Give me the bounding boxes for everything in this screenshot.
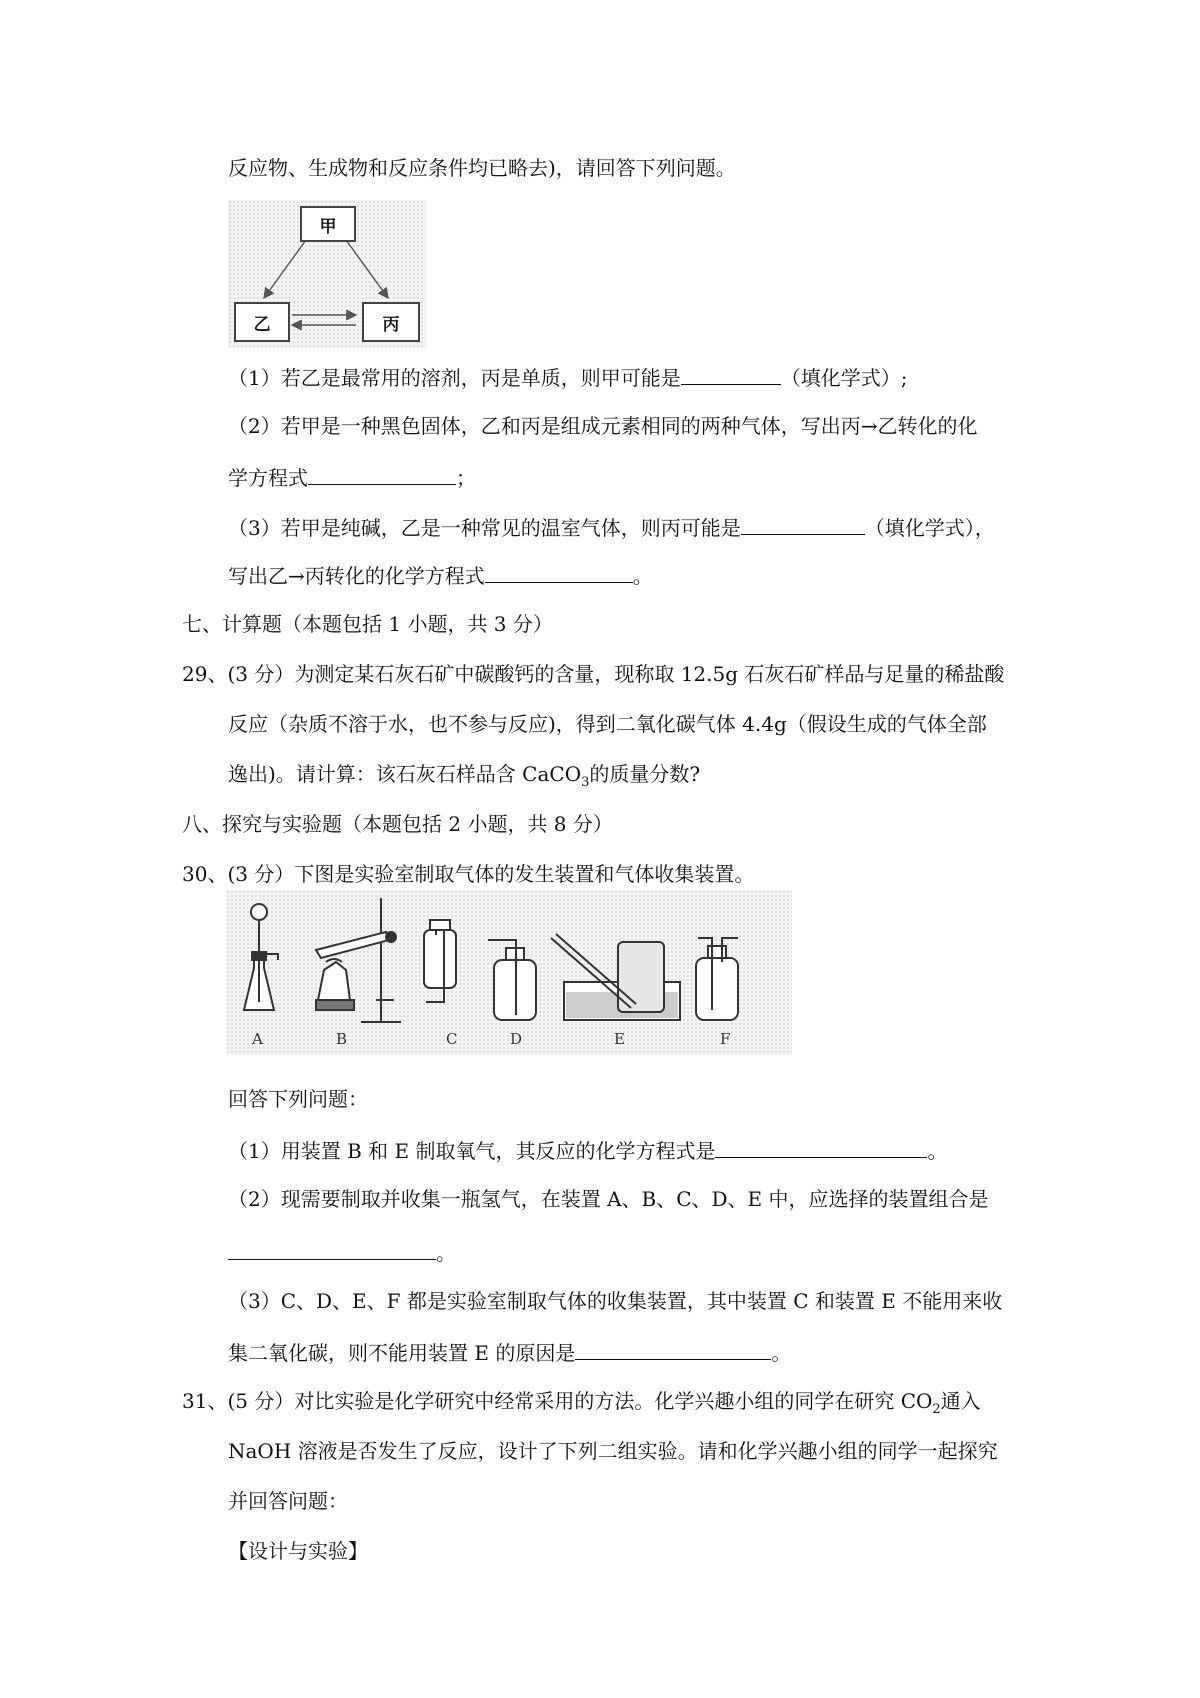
q28-part2-cont [228, 462, 476, 492]
apparatus-label-c: C [446, 1030, 458, 1048]
answer-blank[interactable] [575, 1337, 771, 1360]
apparatus-e-icon [551, 934, 680, 1020]
section-7-heading: 七、计算题（本题包括 1 小题，共 3 分） [182, 612, 553, 636]
apparatus-d-icon [488, 940, 536, 1020]
q31-subscript: 2 [932, 1402, 941, 1417]
q29-line2: 反应（杂质不溶于水，也不参与反应)，得到二氧化碳气体 4.4g（假设生成的气体全部 [228, 712, 987, 736]
apparatus-label-e: E [614, 1030, 625, 1048]
node-bing: 丙 [362, 302, 420, 342]
q28-part1 [228, 362, 907, 392]
q30-part3-cont [228, 1337, 791, 1367]
q31-text: 31、(5 分）对比实验是化学研究中经常采用的方法。化学兴趣小组的同学在研究 CO [182, 1389, 933, 1413]
q28-part3-hint: （填化学式）， [864, 516, 995, 540]
answer-blank[interactable] [741, 512, 865, 535]
arrow-jia-to-yi [264, 240, 306, 298]
q28-part1-hint: （填化学式）; [780, 366, 908, 390]
q28-part3 [228, 512, 995, 542]
q29-line1: 29、(3 分）为测定某石灰石矿中碳酸钙的含量，现称取 12.5g 石灰石矿样品与足量的稀盐酸 [182, 662, 1005, 686]
node-jia: 甲 [300, 206, 356, 242]
apparatus-figure [226, 890, 792, 1055]
answer-blank[interactable] [308, 462, 456, 485]
apparatus-c-icon [424, 920, 456, 1002]
q29-text: 逸出)。请计算：该石灰石样品含 CaCO [228, 762, 582, 786]
q28-part3-cont [228, 560, 653, 590]
q31-text-end: 通入 [940, 1389, 981, 1413]
q30-answer-prompt: 回答下列问题： [228, 1087, 368, 1111]
q28-part3-text2: 写出乙→丙转化的化学方程式 [228, 564, 485, 588]
q30-part3: （3）C、D、E、F 都是实验室制取气体的收集装置，其中装置 C 和装置 E 不能用来收 [228, 1289, 1003, 1313]
node-yi: 乙 [234, 302, 290, 342]
q28-part2-text: 学方程式 [228, 466, 308, 490]
apparatus-f-icon [696, 938, 738, 1020]
q29-text-end: 的质量分数? [589, 762, 701, 786]
q31-line1 [182, 1387, 981, 1424]
answer-blank[interactable] [228, 1237, 436, 1260]
q30-part2-end: 。 [436, 1241, 456, 1265]
relation-diagram [228, 200, 426, 348]
q30-part3-end: 。 [771, 1341, 792, 1365]
q31-line2: NaOH 溶液是否发生了反应，设计了下列二组实验。请和化学兴趣小组的同学一起探究 [228, 1439, 998, 1463]
q29-line3 [228, 760, 700, 797]
q30-part1-end: 。 [927, 1139, 948, 1163]
q28-part2-end: ； [456, 466, 476, 490]
apparatus-a-icon [244, 904, 278, 1010]
q28-part3-text: （3）若甲是纯碱，乙是一种常见的温室气体，则丙可能是 [228, 516, 741, 540]
intro-text: 反应物、生成物和反应条件均已略去)，请回答下列问题。 [228, 156, 736, 180]
q30-part3-text: 集二氧化碳，则不能用装置 E 的原因是 [228, 1341, 576, 1365]
apparatus-label-a: A [252, 1030, 263, 1048]
q30-part1-text: （1）用装置 B 和 E 制取氧气，其反应的化学方程式是 [228, 1139, 716, 1163]
q30-part2: （2）现需要制取并收集一瓶氢气，在装置 A、B、C、D、E 中，应选择的装置组合是 [228, 1187, 989, 1211]
q30-part1 [228, 1135, 947, 1165]
section-8-heading: 八、探究与实验题（本题包括 2 小题，共 8 分） [182, 812, 613, 836]
q28-part3-end: 。 [632, 564, 653, 588]
apparatus-label-f: F [720, 1030, 731, 1048]
answer-blank[interactable] [715, 1135, 927, 1158]
arrow-jia-to-bing [346, 240, 388, 298]
q28-part2: （2）若甲是一种黑色固体，乙和丙是组成元素相同的两种气体，写出丙→乙转化的化 [228, 414, 978, 438]
q28-part1-text: （1）若乙是最常用的溶剂，丙是单质，则甲可能是 [228, 366, 681, 390]
apparatus-drawing [226, 890, 792, 1055]
q31-line3: 并回答问题： [228, 1489, 348, 1513]
q30-part2-cont [228, 1237, 456, 1267]
apparatus-b-icon [316, 898, 401, 1022]
answer-blank[interactable] [681, 362, 781, 385]
answer-blank[interactable] [485, 560, 633, 583]
apparatus-label-b: B [336, 1030, 348, 1048]
q30-heading: 30、(3 分）下图是实验室制取气体的发生装置和气体收集装置。 [182, 862, 755, 886]
q31-design-heading: 【设计与实验】 [228, 1539, 368, 1563]
apparatus-label-d: D [510, 1030, 523, 1048]
q29-subscript: 3 [581, 775, 590, 790]
